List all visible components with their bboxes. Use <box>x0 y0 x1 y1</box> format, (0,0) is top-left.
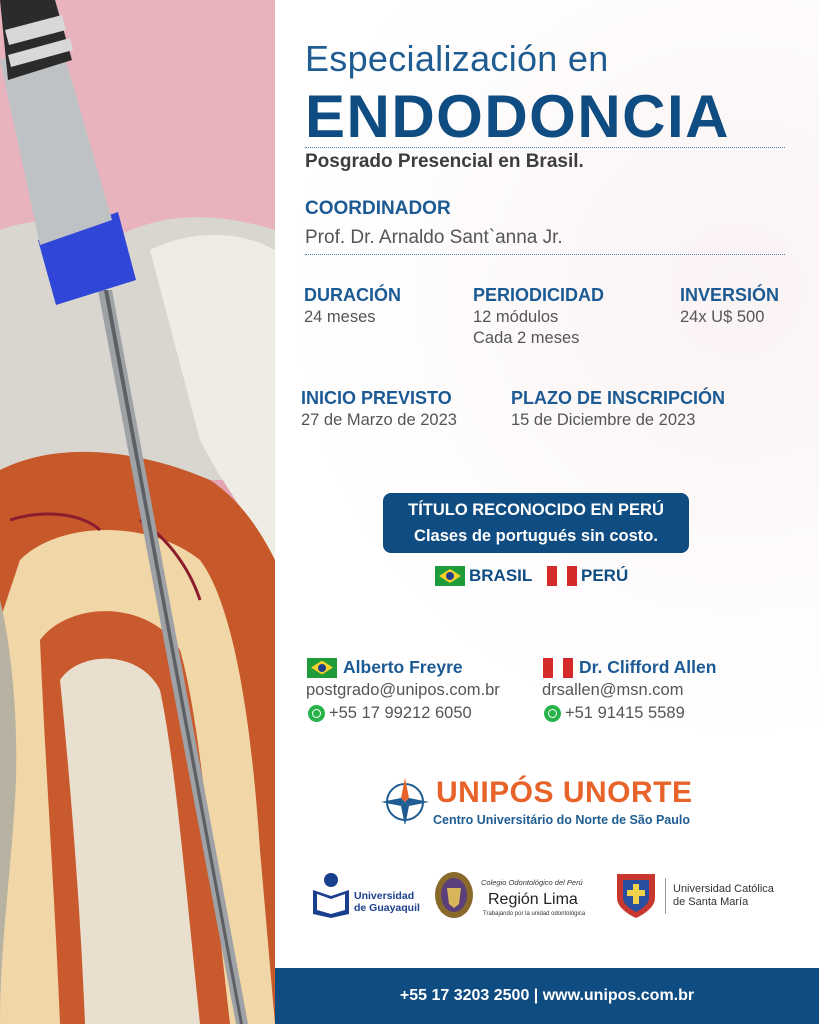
contact-email[interactable]: postgrado@unipos.com.br <box>306 681 500 699</box>
duration-value: 24 meses <box>304 308 376 326</box>
duration-label: DURACIÓN <box>304 285 401 305</box>
contact-name: Dr. Clifford Allen <box>579 657 717 677</box>
start-value: 27 de Marzo de 2023 <box>301 411 457 429</box>
unipos-unorte-logo <box>381 776 711 832</box>
deadline-value: 15 de Diciembre de 2023 <box>511 411 696 429</box>
brazil-flag-icon <box>435 566 465 586</box>
divider <box>665 878 666 914</box>
contact-email[interactable]: drsallen@msn.com <box>542 681 684 699</box>
country-brasil <box>435 565 532 587</box>
colegio-foot-text: Trabajando por la unidad odontológica <box>483 911 586 917</box>
universidad-guayaquil-logo <box>311 870 423 920</box>
badge-line: Clases de portugués sin costo. <box>414 527 658 545</box>
recognition-badge <box>383 493 689 553</box>
course-subtitle: Especialización en <box>305 38 609 79</box>
crest-icon <box>433 870 475 920</box>
unipos-subtitle: Centro Universitário do Norte de São Paulo <box>433 813 690 827</box>
contact-name: Alberto Freyre <box>343 657 463 677</box>
compass-rose-icon <box>381 776 429 824</box>
country-label: BRASIL <box>469 566 533 585</box>
whatsapp-icon <box>308 705 325 722</box>
periodicity-value: Cada 2 meses <box>473 329 580 347</box>
coordinator-name: Prof. Dr. Arnaldo Sant`anna Jr. <box>305 227 563 248</box>
course-info-panel <box>275 0 819 968</box>
contact-phone[interactable] <box>544 704 685 723</box>
badge-line: TÍTULO RECONOCIDO EN PERÚ <box>408 501 664 519</box>
colegio-top-text: Colegio Odontológico del Perú <box>481 878 583 887</box>
ucsm-name: Universidad Católica de Santa María <box>673 883 774 908</box>
contact-phone-number: +51 91415 5589 <box>565 704 685 722</box>
coordinator-label: COORDINADOR <box>305 198 451 219</box>
unipos-wordmark: UNIPÓS UNORTE <box>436 776 693 809</box>
peru-flag-icon <box>547 566 577 586</box>
deadline-label: PLAZO DE INSCRIPCIÓN <box>511 388 726 408</box>
peru-flag-icon <box>543 658 573 678</box>
investment-label: INVERSIÓN <box>680 285 780 305</box>
colegio-main-text: Región Lima <box>488 891 578 908</box>
course-title: ENDODONCIA <box>305 83 731 150</box>
start-label: INICIO PREVISTO <box>301 388 452 408</box>
ucsm-logo <box>613 870 788 922</box>
periodicity-label: PERIODICIDAD <box>473 285 605 305</box>
contact-peru <box>543 657 716 678</box>
contact-phone[interactable] <box>308 704 472 723</box>
footer-contact-bar <box>275 968 819 1024</box>
investment-value: 24x U$ 500 <box>680 308 765 326</box>
endodontic-file-illustration <box>0 0 275 1024</box>
divider <box>305 254 785 255</box>
footer-text[interactable]: +55 17 3203 2500 | www.unipos.com.br <box>399 987 695 1004</box>
program-type: Posgrado Presencial en Brasil. <box>305 151 584 172</box>
shield-icon <box>613 870 659 920</box>
periodicity-value: 12 módulos <box>473 308 559 326</box>
whatsapp-icon <box>544 705 561 722</box>
ug-name: Universidad de Guayaquil <box>354 890 420 914</box>
colegio-odontologico-logo <box>433 870 603 922</box>
contact-brasil <box>307 657 463 678</box>
contact-phone-number: +55 17 99212 6050 <box>329 704 472 722</box>
divider <box>305 147 785 148</box>
country-label: PERÚ <box>581 566 629 585</box>
country-peru <box>547 565 628 587</box>
open-book-icon <box>311 870 351 918</box>
brazil-flag-icon <box>307 658 337 678</box>
